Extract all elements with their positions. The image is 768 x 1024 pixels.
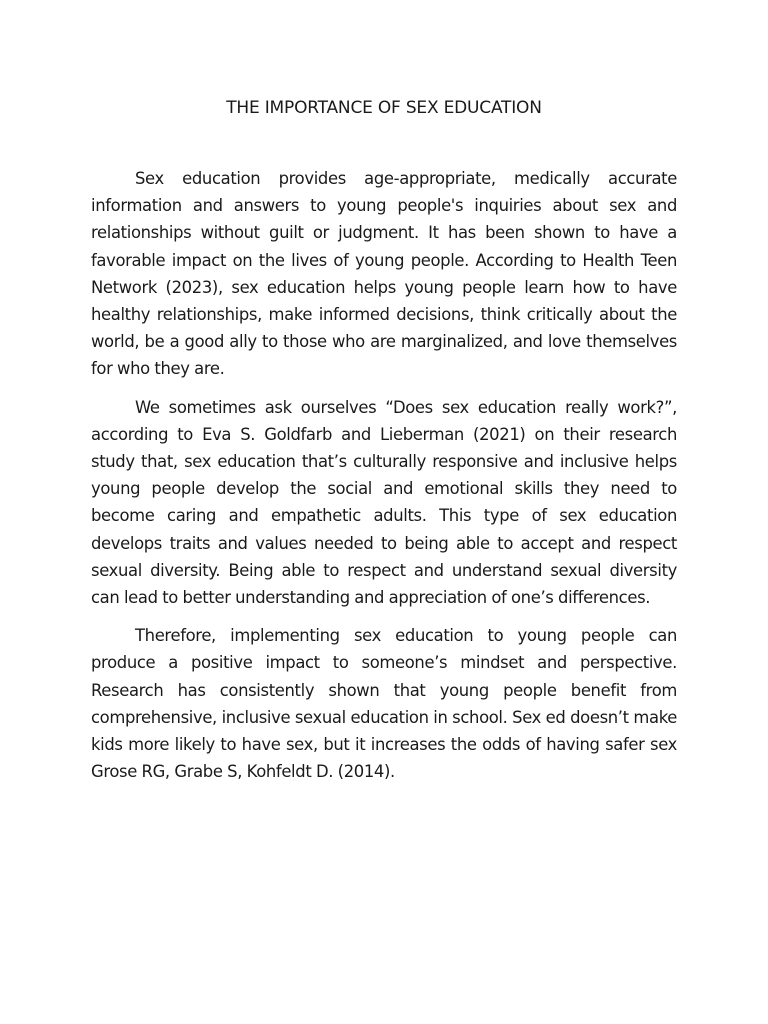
- paragraph-3: Therefore, implementing sex education to young people can produce a positive impact to someone’s mindset and perspective. Research has consistently shown that young people benefit from comprehensive, inclusive sexual education in school. Sex ed doesn’t make kids more likely to have sex, but it increases the odds of having safer sex Grose RG, Grabe S, Kohfeldt D. (2014).: [91, 626, 677, 782]
- paragraph-1: Sex education provides age-appropriate, medically accurate information and answers to young people's inquiries about sex and relationships without guilt or judgment. It has been shown to have a favorable impact on the lives of young people. According to Health Teen Network (2023), sex education helps young people learn how to have healthy relationships, make informed decisions, think critically about the world, be a good ally to those who are marginalized, and love themselves for who they are.: [91, 169, 677, 379]
- document-title: THE IMPORTANCE OF SEX EDUCATION: [226, 98, 542, 118]
- document-body: [91, 165, 677, 796]
- paragraph-2: We sometimes ask ourselves “Does sex education really work?”, according to Eva S. Goldfarb and Lieberman (2021) on their research study that, sex education that’s culturally responsive and inclusive helps young people develop the social and emotional skills they need to become caring and empathetic adults. This type of sex education develops traits and values needed to being able to accept and respect sexual diversity. Being able to respect and understand sexual diversity can lead to better understanding and appreciation of one’s differences.: [91, 397, 677, 608]
